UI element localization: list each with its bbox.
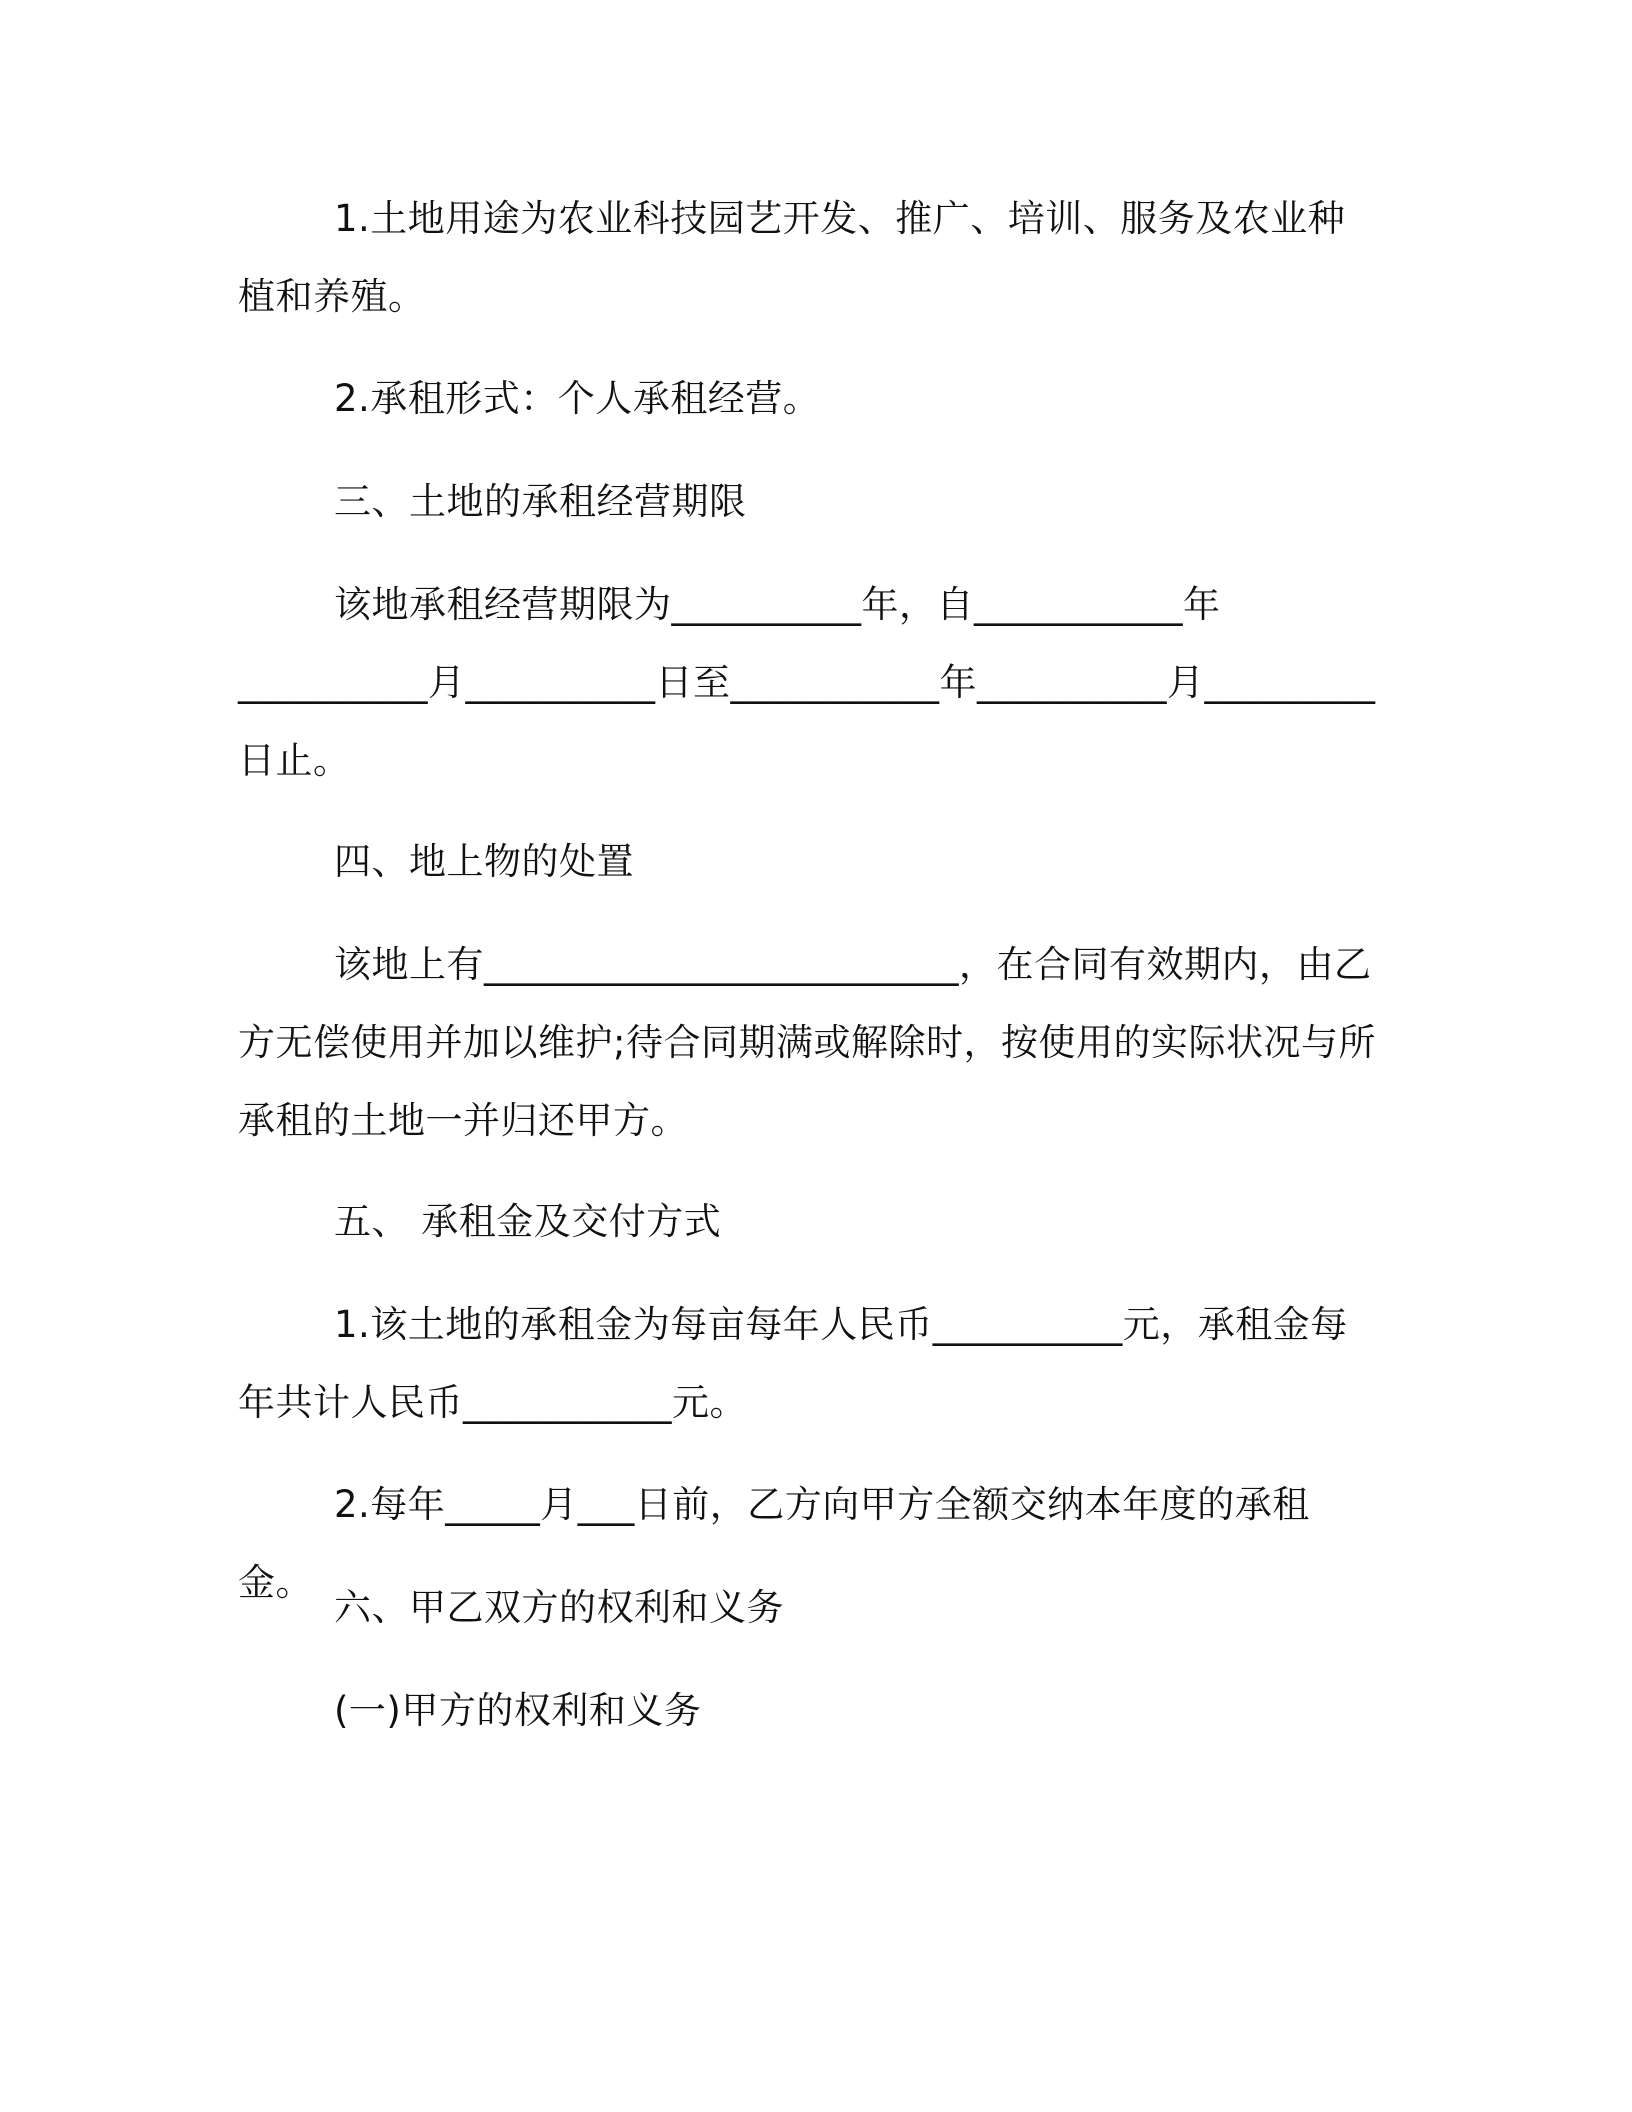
- section-heading-lease-term: 三、土地的承租经营期限: [334, 480, 747, 523]
- section-heading-rent-payment: 五、 承租金及交付方式: [334, 1200, 722, 1243]
- paragraph-lease-form: 2.承租形式：个人承租经营。: [334, 377, 821, 420]
- section-heading-ground-objects: 四、地上物的处置: [334, 840, 634, 883]
- paragraph-rent-amount: 1.该土地的承租金为每亩每年人民币__________元，承租金每年共计人民币___________元。: [238, 1303, 1348, 1424]
- paragraph-ground-objects: 该地上有_________________________，在合同有效期内，由乙方无偿使用并加以维护;待合同期满或解除时，按使用的实际状况与所承租的土地一并归还甲方。: [238, 943, 1376, 1142]
- paragraph-land-use: 1.土地用途为农业科技园艺开发、推广、培训、服务及农业种植和养殖。: [238, 197, 1346, 318]
- subheading-party-a-rights: (一)甲方的权利和义务: [334, 1689, 702, 1732]
- paragraph-lease-term: 该地承租经营期限为__________年，自___________年__________月__________日至___________年__________月_________日止。: [238, 583, 1376, 782]
- paragraph-rent-deadline: 2.每年_____月___日前，乙方向甲方全额交纳本年度的承租金。: [238, 1483, 1310, 1604]
- section-heading-rights-obligations: 六、甲乙双方的权利和义务: [334, 1586, 784, 1629]
